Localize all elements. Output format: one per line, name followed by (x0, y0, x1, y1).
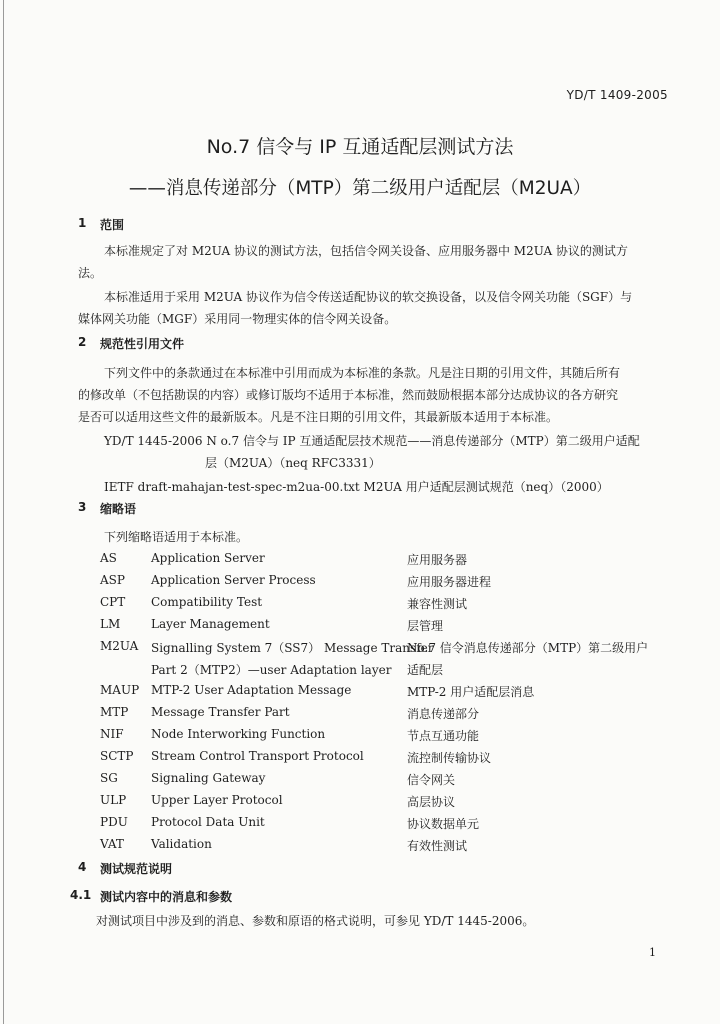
abbr-english: Protocol Data Unit (151, 815, 265, 829)
abbr-code: AS (100, 551, 117, 565)
reference-1-line2: 层（M2UA）（neq RFC3331） (205, 456, 381, 470)
document-title-line2: ——消息传递部分（MTP）第二级用户适配层（M2UA） (128, 178, 592, 199)
abbr-code: NIF (100, 727, 124, 741)
abbr-chinese: 层管理 (407, 619, 444, 633)
abbr-code: M2UA (100, 639, 139, 653)
standard-number: YD/T 1409-2005 (566, 88, 668, 102)
document-title-line1: No.7 信令与 IP 互通适配层测试方法 (206, 136, 514, 158)
abbr-chinese: MTP-2 用户适配层消息 (407, 685, 535, 699)
abbr-english: Upper Layer Protocol (151, 793, 283, 807)
section-1-para1-line1: 本标准规定了对 M2UA 协议的测试方法，包括信令网关设备、应用服务器中 M2UA 协议的测试方 (104, 244, 628, 258)
section-3-heading: 缩略语 (100, 502, 137, 516)
section-3-intro: 下列缩略语适用于本标准。 (104, 530, 249, 544)
abbr-chinese: No.7 信令消息传递部分（MTP）第二级用户 (407, 641, 649, 655)
section-2-para-line1: 下列文件中的条款通过在本标准中引用而成为本标准的条款。凡是注日期的引用文件，其随后所有 (104, 366, 621, 380)
abbr-chinese: 协议数据单元 (407, 817, 480, 831)
abbr-chinese: 消息传递部分 (407, 707, 480, 721)
subsection-4-1-number: 4.1 (70, 888, 92, 902)
subsection-4-1-heading: 测试内容中的消息和参数 (100, 890, 233, 904)
abbr-english: Node Interworking Function (151, 727, 326, 741)
reference-1-line1: YD/T 1445-2006 N o.7 信令与 IP 互通适配层技术规范——消息传递部分（MTP）第二级用户适配 (104, 434, 640, 448)
abbr-code: VAT (100, 837, 124, 851)
abbr-chinese: 应用服务器 (407, 553, 468, 567)
abbr-english: Stream Control Transport Protocol (151, 749, 364, 763)
abbr-chinese: 高层协议 (407, 795, 456, 809)
subsection-4-1-para: 对测试项目中涉及到的消息、参数和原语的格式说明，可参见 YD/T 1445-2006。 (96, 914, 535, 928)
abbr-chinese-cont: 适配层 (407, 663, 444, 677)
abbr-code: ASP (100, 573, 125, 587)
abbr-code: PDU (100, 815, 128, 829)
section-1-number: 1 (78, 216, 87, 230)
section-2-number: 2 (78, 335, 87, 349)
section-3-number: 3 (78, 500, 87, 514)
section-2-para-line3: 是否可以适用这些文件的最新版本。凡是不注日期的引用文件，其最新版本适用于本标准。 (78, 410, 559, 424)
section-4-heading: 测试规范说明 (100, 862, 173, 876)
abbr-english: Layer Management (151, 617, 270, 631)
abbr-english: Signalling System 7（SS7） Message Transfer (151, 641, 434, 655)
section-1-para2-line2: 媒体网关功能（MGF）采用同一物理实体的信令网关设备。 (78, 312, 397, 326)
abbr-code: ULP (100, 793, 127, 807)
abbr-english: Compatibility Test (151, 595, 263, 609)
abbr-chinese: 兼容性测试 (407, 597, 468, 611)
page-number: 1 (649, 946, 656, 959)
abbr-code: SCTP (100, 749, 134, 763)
abbr-code: LM (100, 617, 121, 631)
abbr-english: MTP-2 User Adaptation Message (151, 683, 352, 697)
section-1-heading: 范围 (100, 218, 125, 232)
abbr-chinese: 流控制传输协议 (407, 751, 492, 765)
abbr-code: CPT (100, 595, 126, 609)
abbr-code: MTP (100, 705, 129, 719)
abbr-code: MAUP (100, 683, 140, 697)
abbr-chinese: 应用服务器进程 (407, 575, 492, 589)
abbr-chinese: 节点互通功能 (407, 729, 480, 743)
section-2-para-line2: 的修改单（不包括勘误的内容）或修订版均不适用于本标准，然而鼓励根据本部分达成协议的各方研究 (78, 388, 619, 402)
abbr-code: SG (100, 771, 118, 785)
abbr-english: Signaling Gateway (151, 771, 266, 785)
abbr-english: Validation (151, 837, 212, 851)
abbr-english: Message Transfer Part (151, 705, 290, 719)
section-1-para2-line1: 本标准适用于采用 M2UA 协议作为信令传送适配协议的软交换设备，以及信令网关功能（SGF）与 (104, 290, 633, 304)
abbr-chinese: 有效性测试 (407, 839, 468, 853)
abbr-english: Application Server Process (151, 573, 316, 587)
section-1-para1-line2: 法。 (78, 266, 103, 280)
section-2-heading: 规范性引用文件 (100, 337, 185, 351)
abbr-english: Application Server (151, 551, 265, 565)
reference-2: IETF draft-mahajan-test-spec-m2ua-00.txt M2UA 用户适配层测试规范（neq）（2000） (104, 480, 609, 494)
abbr-chinese: 信令网关 (407, 773, 456, 787)
abbr-english-cont: Part 2（MTP2）—user Adaptation layer (151, 663, 392, 677)
section-4-number: 4 (78, 860, 87, 874)
